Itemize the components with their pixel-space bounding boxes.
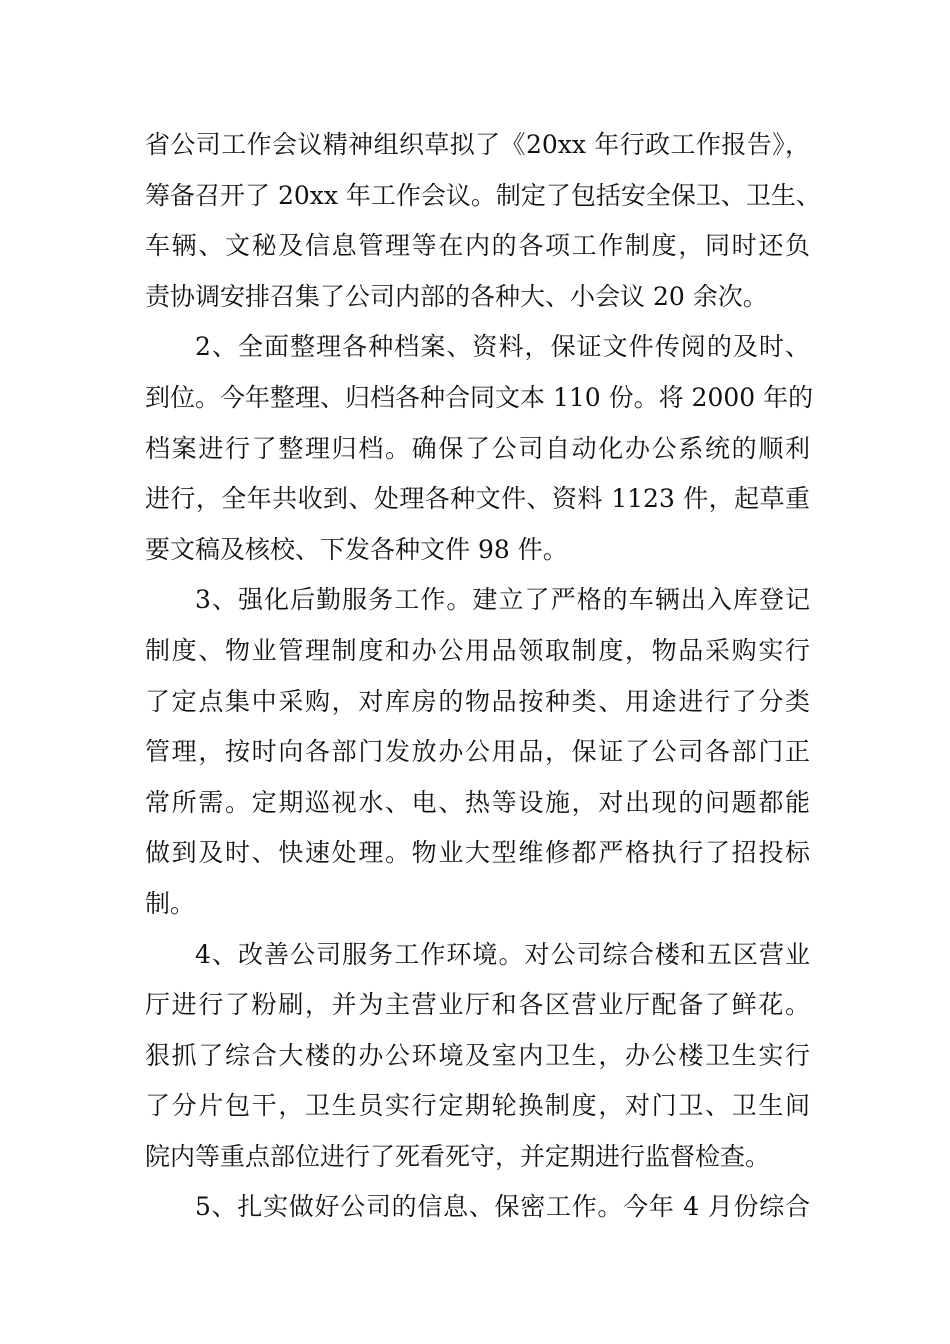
text-line: 要文稿及核校、下发各种文件 98 件。 — [145, 534, 568, 564]
text-line: 了分片包干，卫生员实行定期轮换制度，对门卫、卫生间 — [145, 1091, 810, 1121]
paragraph — [145, 930, 810, 1183]
text-line: 2、全面整理各种档案、资料，保证文件传阅的及时、 — [195, 332, 810, 362]
paragraph — [145, 120, 821, 322]
text-line: 档案进行了整理归档。确保了公司自动化办公系统的顺利 — [145, 433, 810, 463]
text-line: 管理，按时向各部门发放办公用品，保证了公司各部门正 — [145, 737, 810, 767]
text-line: 常所需。定期巡视水、电、热等设施，对出现的问题都能 — [145, 787, 810, 817]
text-line: 制度、物业管理制度和办公用品领取制度，物品采购实行 — [145, 635, 810, 665]
text-line: 5、扎实做好公司的信息、保密工作。今年 4 月份综合 — [195, 1192, 810, 1222]
paragraph — [145, 1182, 810, 1233]
text-line: 到位。今年整理、归档各种合同文本 110 份。将 2000 年的 — [145, 382, 814, 412]
text-line: 省公司工作会议精神组织草拟了《20xx 年行政工作报告》， — [145, 130, 810, 159]
text-line: 3、强化后勤服务工作。建立了严格的车辆出入库登记 — [195, 585, 810, 615]
text-line: 责协调安排召集了公司内部的各种大、小会议 20 余次。 — [145, 281, 768, 311]
text-line: 了定点集中采购，对库房的物品按种类、用途进行了分类 — [145, 686, 810, 716]
text-line: 厅进行了粉刷，并为主营业厅和各区营业厅配备了鲜花。 — [145, 990, 810, 1020]
text-line: 筹备召开了 20xx 年工作会议。制定了包括安全保卫、卫生、 — [145, 180, 821, 210]
paragraph — [145, 575, 810, 929]
paragraph — [145, 322, 814, 575]
text-line: 进行，全年共收到、处理各种文件、资料 1123 件，起草重 — [145, 484, 810, 514]
text-line: 狠抓了综合大楼的办公环境及室内卫生，办公楼卫生实行 — [145, 1040, 810, 1070]
text-line: 制。 — [145, 888, 196, 918]
text-line: 院内等重点部位进行了死看死守，并定期进行监督检查。 — [145, 1141, 771, 1171]
text-line: 4、改善公司服务工作环境。对公司综合楼和五区营业 — [195, 939, 810, 969]
text-line: 做到及时、快速处理。物业大型维修都严格执行了招投标 — [145, 838, 810, 868]
text-line: 车辆、文秘及信息管理等在内的各项工作制度，同时还负 — [145, 231, 810, 261]
document-body — [145, 120, 821, 1233]
